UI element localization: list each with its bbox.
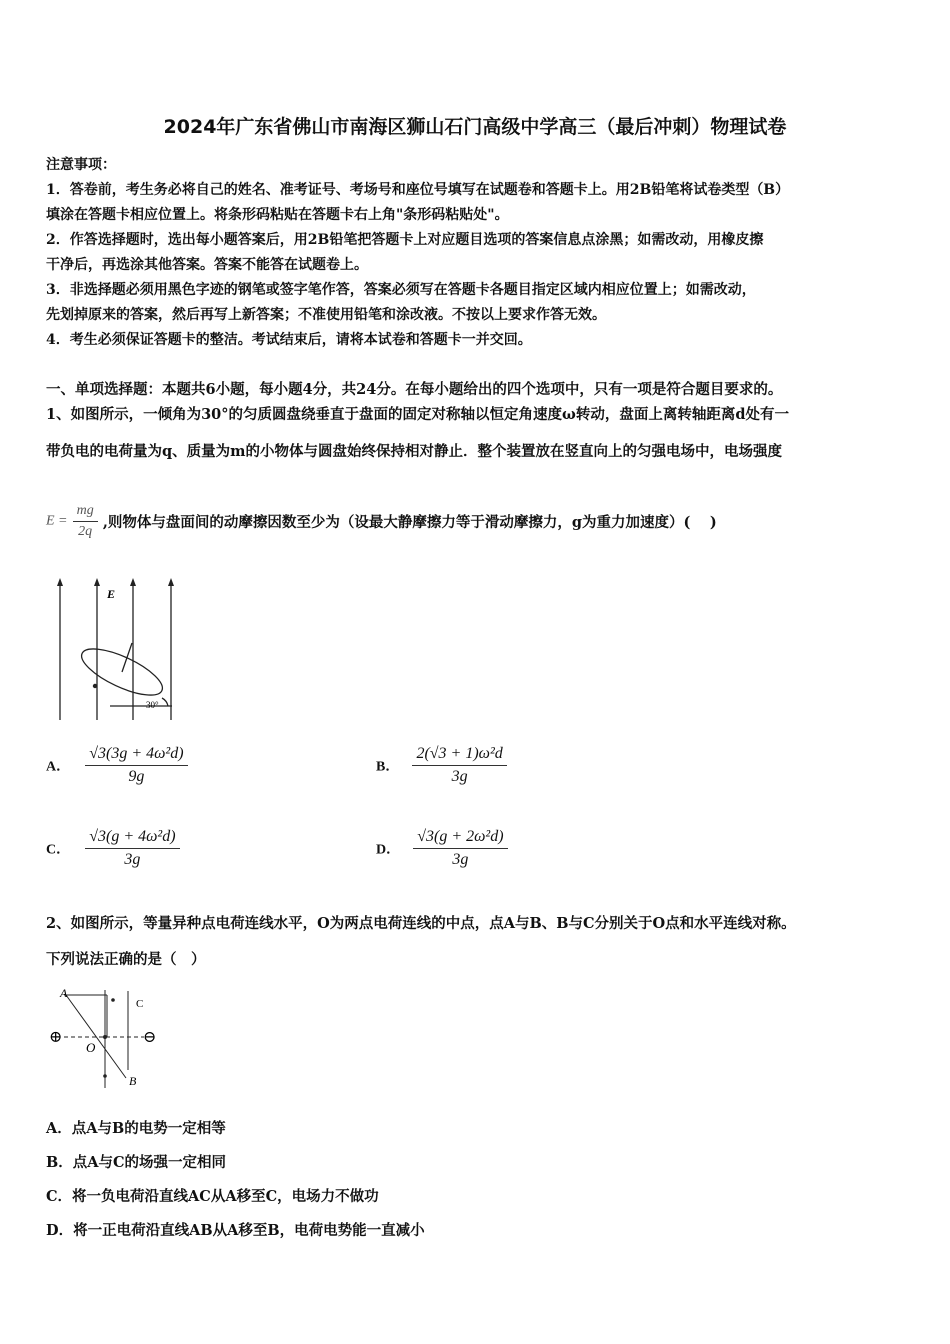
notice-line: 填涂在答题卡相应位置上。将条形码粘贴在答题卡右上角"条形码粘贴处"。 bbox=[46, 207, 509, 223]
label-b: B bbox=[129, 1074, 137, 1088]
option-fraction bbox=[412, 745, 506, 786]
angle-arc bbox=[162, 698, 168, 706]
section-heading: 一、单项选择题：本题共6小题，每小题4分，共24分。在每小题给出的四个选项中，只有一项是符合题目要求的。 bbox=[46, 381, 783, 398]
option-numerator: √3(3g + 4ω²d) bbox=[85, 745, 187, 766]
option-denominator: 3g bbox=[451, 768, 468, 785]
label-o: O bbox=[86, 1040, 96, 1055]
q1-option-a bbox=[46, 745, 188, 786]
option-fraction bbox=[413, 828, 507, 869]
q1-option-b bbox=[376, 745, 507, 786]
option-numerator: 2(√3 + 1)ω²d bbox=[412, 745, 506, 766]
label-a: A bbox=[60, 986, 68, 1000]
option-numerator: √3(g + 4ω²d) bbox=[85, 828, 179, 849]
option-denominator: 3g bbox=[452, 851, 469, 868]
q2-option-d: D．将一正电荷沿直线AB从A移至B，电荷电势能一直减小 bbox=[46, 1222, 425, 1239]
option-label: C． bbox=[46, 842, 71, 858]
formula-lhs: E = bbox=[46, 513, 68, 529]
q1-stem-line3: ,则物体与盘面间的动摩擦因数至少为（设最大静摩擦力等于滑动摩擦力，g为重力加速度）( ) bbox=[102, 514, 717, 531]
q1-figure bbox=[50, 578, 185, 723]
label-angle: 30° bbox=[146, 700, 159, 710]
q1-stem-line2: 带负电的电荷量为q、质量为m的小物体与圆盘始终保持相对静止．整个装置放在竖直向上的匀强电场中，电场强度 bbox=[46, 443, 782, 460]
q2-stem-line1: 2、如图所示，等量异种点电荷连线水平，O为两点电荷连线的中点，点A与B、B与C分别关于O点和水平连线对称。 bbox=[46, 915, 796, 932]
option-label: A． bbox=[46, 759, 71, 775]
point-dot bbox=[111, 998, 115, 1002]
q2-option-b: B．点A与C的场强一定相同 bbox=[46, 1154, 227, 1171]
point-dot bbox=[103, 1074, 107, 1078]
notice-line: 3．非选择题必须用黑色字迹的钢笔或签字笔作答，答案必须写在答题卡各题目指定区域内相应位置上；如需改动， bbox=[46, 282, 756, 298]
notice-line: 先划掉原来的答案，然后再写上新答案；不准使用铅笔和涂改液。不按以上要求作答无效。 bbox=[46, 307, 606, 323]
option-denominator: 3g bbox=[124, 851, 141, 868]
axis bbox=[122, 643, 132, 672]
q2-option-c: C．将一负电荷沿直线AC从A移至C，电场力不做功 bbox=[46, 1188, 379, 1205]
option-denominator: 9g bbox=[128, 768, 145, 785]
q2-stem-line2: 下列说法正确的是（ ） bbox=[46, 951, 206, 968]
page-title: 2024年广东省佛山市南海区狮山石门高级中学高三（最后冲刺）物理试卷 bbox=[163, 116, 787, 138]
option-label: D． bbox=[376, 842, 401, 858]
notice-line: 4．考生必须保证答题卡的整洁。考试结束后，请将本试卷和答题卡一并交回。 bbox=[46, 332, 532, 348]
q1-formula-line bbox=[46, 503, 717, 540]
q1-option-c bbox=[46, 828, 180, 869]
q2-option-a: A．点A与B的电势一定相等 bbox=[46, 1120, 226, 1137]
option-fraction bbox=[85, 828, 179, 869]
formula-denominator: 2q bbox=[78, 524, 93, 539]
label-c: C bbox=[136, 998, 144, 1010]
point-o bbox=[103, 1035, 107, 1039]
formula-numerator: mg bbox=[73, 503, 98, 522]
q1-option-d bbox=[376, 828, 508, 869]
q1-stem-line1: 1、如图所示，一倾角为30°的匀质圆盘绕垂直于盘面的固定对称轴以恒定角速度ω转动，盘面上离转轴距离d处有一 bbox=[46, 406, 789, 423]
formula-fraction bbox=[73, 503, 98, 540]
option-numerator: √3(g + 2ω²d) bbox=[413, 828, 507, 849]
q2-figure bbox=[46, 982, 166, 1090]
notice-line: 1．答卷前，考生务必将自己的姓名、准考证号、考场号和座位号填写在试题卷和答题卡上。用2B铅笔将试卷类型（B） bbox=[46, 182, 790, 198]
notice-line: 干净后，再选涂其他答案。答案不能答在试题卷上。 bbox=[46, 257, 368, 273]
notice-heading: 注意事项： bbox=[46, 157, 116, 173]
label-e: E bbox=[107, 587, 116, 601]
negative-charge: ⊖ bbox=[143, 1029, 157, 1046]
option-fraction bbox=[85, 745, 187, 786]
positive-charge: ⊕ bbox=[49, 1029, 63, 1046]
notice-line: 2．作答选择题时，选出每小题答案后，用2B铅笔把答题卡上对应题目选项的答案信息点涂黑；如需改动，用橡皮擦 bbox=[46, 232, 764, 248]
option-label: B． bbox=[376, 759, 400, 775]
